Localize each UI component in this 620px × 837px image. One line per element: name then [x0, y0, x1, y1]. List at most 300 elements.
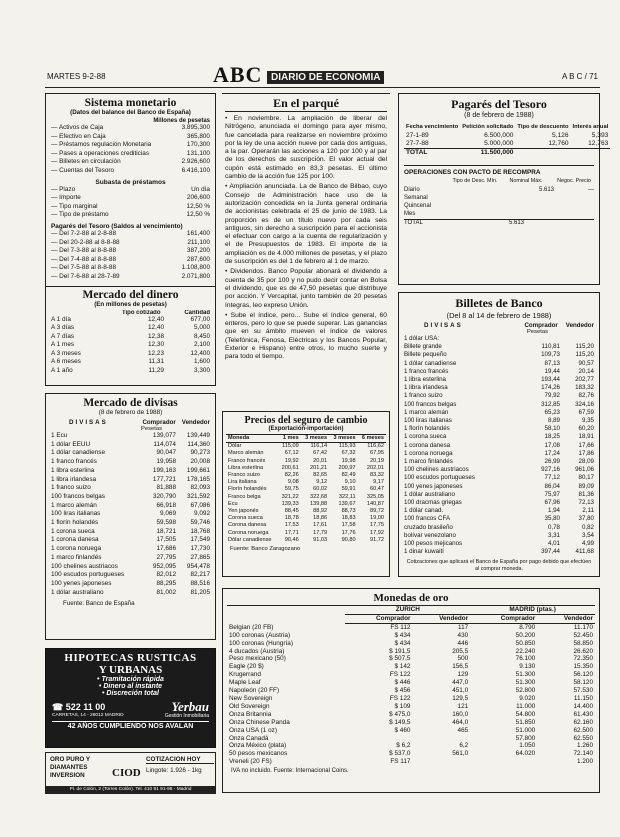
page-header — [45, 64, 600, 88]
billete-row-cell: 100 chelines austriacos — [404, 466, 469, 474]
billete-row-cell: 397,44 — [541, 548, 560, 556]
monedas-cell: 51.850 — [515, 718, 536, 726]
billete-row-cell: Billete pequeño — [404, 351, 447, 359]
seguro-row — [226, 450, 386, 457]
divisa-row-cell: 59,598 — [156, 519, 176, 527]
divisa-row-cell: 1 dólar EEUU — [51, 440, 91, 448]
monedas-cell: 1.200 — [577, 758, 593, 766]
billete-row — [404, 417, 594, 425]
ad-oro-left2: INVERSION — [50, 772, 85, 779]
monedas-cell: $ 475,0 — [389, 710, 411, 718]
monedas-cell: 465 — [457, 726, 469, 734]
divisa-row-cell: 82,012 — [156, 571, 176, 579]
monedas-row — [227, 750, 595, 758]
seguro-cell: 88,92 — [313, 508, 328, 515]
seguro-cell: Corona danesa — [228, 522, 267, 529]
ad-hipotecas-line4: • Dinero al instante — [98, 683, 163, 690]
divisas-source: Fuente: Banco de España — [63, 600, 135, 608]
monedas-row — [227, 719, 595, 727]
monedas-cell: 1.050 — [519, 742, 536, 750]
monedas-cell: FS 122 — [389, 694, 411, 702]
pagare-row — [51, 247, 210, 256]
monedas-row — [227, 703, 595, 711]
divisa-row-cell: 20,008 — [190, 458, 210, 466]
divisa-row-cell: 81,002 — [156, 588, 176, 596]
monedas-cell: 62.550 — [573, 734, 593, 742]
divisa-row-cell: 88,295 — [156, 579, 176, 587]
divisa-row — [51, 441, 210, 450]
divisa-row-cell: 952,095 — [152, 562, 176, 570]
monedas-title: Monedas de oro — [227, 592, 595, 606]
monedas-cell: 1.260 — [577, 742, 593, 750]
header-page: A B C / 71 — [561, 72, 598, 81]
ad-hipotecas-phone: ☎ 522 11 00 — [52, 701, 106, 712]
monedas-cell: 451,0 — [452, 687, 469, 695]
parque-text — [225, 115, 387, 405]
billete-row-cell: 1 corona danesa — [404, 441, 451, 449]
divisa-row-cell: 199,661 — [186, 466, 210, 474]
billetes-col-vendedor: Vendedor — [565, 322, 594, 329]
billete-row-cell: 26,99 — [544, 458, 560, 466]
monedas-zurich: ZURICH — [345, 606, 470, 614]
divisa-row-cell: 66,918 — [156, 501, 176, 509]
divisas-col-comprador: Comprador — [142, 419, 176, 426]
seguro-cell: 20,01 — [313, 457, 328, 464]
monedas-cell: 4 ducados (Austria) — [229, 647, 285, 655]
monedas-cell: 100 coronas (Austria) — [229, 631, 291, 639]
billete-row-cell: 35,80 — [544, 515, 560, 523]
billete-row-cell: 86,04 — [544, 482, 560, 490]
pagare-row — [51, 264, 210, 273]
activo-row-cell: 131,100 — [186, 149, 210, 157]
seguro-cell: 321,22 — [281, 493, 299, 500]
activo-row-cell: — Activos de Caja — [51, 124, 104, 131]
billete-row-cell: 3,54 — [581, 531, 594, 539]
dinero-row-cell: 5,000 — [194, 324, 210, 332]
seguro-header: Moneda — [228, 435, 250, 441]
seguro-cell: 18,83 — [341, 515, 356, 522]
monedas-cell: 11.150 — [573, 694, 593, 702]
parque-paragraph: • Sube el índice, pero... Sube el índice general, 60 enteros, pero lo que se puede superar. Las ganancias que en su ámbito mueven el índice de valores (Telefónica, Fenosa, Eléctricas y los Bancos Popular, Exterior e Hispano) entre otros, lo mucho suerte y para todo el tiempo. — [225, 311, 387, 361]
billete-row — [404, 425, 594, 433]
billete-row-cell: 110,81 — [541, 343, 560, 351]
monedas-cell: 9.130 — [519, 663, 536, 671]
divisa-row-cell: 90,047 — [156, 449, 176, 457]
monedas-cell: Napoleón (20 FF) — [229, 687, 280, 695]
monedas-cell: New Sovereign — [229, 694, 273, 702]
parque-paragraph: • Ampliación anunciada. La de Banco de Bilbao, cuyo Consejo de Administración hace uso de la autorización concedida en la Junta general ordinaria de accionistas celebrada el 25 de junio de 1983. La proporción es de un título nuevo por cada seis antiguos, sin derecho a suscripción para el accionista el efectuar con cargo a la cuenta de regularización y el de Presupuestos de 1983. El importe de la ampliación es de 4.000 millones de pesetas, y el plazo de suscripción es del 1 de febrero al 1 de marzo. — [225, 183, 387, 266]
seguro-cell: 139,88 — [310, 500, 328, 507]
seguro-cell: 139,67 — [338, 500, 356, 507]
dinero-row-cell: A 1 año — [51, 367, 73, 375]
divisa-row-cell: 1 libra esterlina — [51, 466, 95, 474]
monedas-cell: $ 434 — [394, 639, 411, 647]
seguro-cell: 91,72 — [370, 536, 384, 543]
billete-row-cell: 0,78 — [547, 523, 560, 531]
seguro-cell: 115,93 — [338, 443, 356, 450]
dinero-row — [51, 324, 210, 333]
divisa-row — [51, 589, 210, 598]
monedas-cell: 26.620 — [573, 647, 593, 655]
dinero-subtitle: (En millones de pesetas) — [94, 300, 167, 308]
billete-row-cell: 75,97 — [544, 490, 560, 498]
monedas-cell: Onza Chinese Panda — [229, 718, 290, 726]
pagare-row-cell: 387,200 — [186, 247, 210, 255]
seguro-cell: 67,42 — [313, 450, 328, 457]
tesoro-op-col3: Negoc. Precio — [557, 177, 591, 184]
monedas-cell: Eagle (20 $) — [229, 663, 264, 671]
billetes-box — [398, 292, 600, 577]
tesoro-header: Tipo de descuento — [517, 124, 569, 130]
tesoro-op-row-cell: — — [588, 186, 594, 193]
monedas-cell: FS 117 — [390, 758, 411, 766]
seguro-box — [222, 411, 390, 577]
divisa-row-cell: 1 Ecu — [51, 432, 68, 439]
activo-row — [51, 141, 210, 150]
tesoro-op-col2: Nominal Máx. — [509, 177, 543, 184]
billete-row — [404, 483, 594, 491]
seguro-cell: Ecu — [228, 500, 238, 507]
billete-row-cell: 67,59 — [578, 408, 594, 416]
seguro-cell: 322,68 — [310, 493, 328, 500]
subasta-row-cell: — Tipo de préstamo — [51, 211, 109, 219]
dinero-row-cell: 12,30 — [148, 341, 164, 349]
divisa-row-cell: 320,790 — [152, 492, 176, 500]
billete-row-cell: 60,20 — [578, 425, 594, 433]
seguro-row — [226, 522, 386, 529]
seguro-cell: Franco francés — [228, 457, 266, 464]
billete-row-cell: 1 corona noruega — [404, 449, 453, 457]
billete-row — [404, 474, 594, 482]
monedas-cell: 51.300 — [515, 671, 536, 679]
billete-row-cell: 1 dólar canad. — [404, 507, 444, 515]
monedas-cell: Vreneli (20 FS) — [229, 758, 272, 766]
divisa-row-cell: 1 libra irlandesa — [51, 475, 97, 483]
tesoro-op-row-cell: Semanal — [404, 194, 428, 201]
billete-row-cell: 202,77 — [575, 376, 594, 384]
monedas-cell: $ 446 — [394, 679, 411, 687]
tesoro-cell: 12,760 — [548, 139, 569, 147]
monedas-cell: FS 112 — [390, 623, 411, 631]
tesoro-title: Pagarés del Tesoro — [451, 97, 547, 111]
seguro-row — [226, 494, 386, 501]
pagare-row-cell: 287,600 — [186, 255, 210, 263]
divisa-row-cell: 177,721 — [152, 475, 176, 483]
monedas-cell: 50.200 — [515, 631, 536, 639]
tesoro-op-title: OPERACIONES CON PACTO DE RECOMPRA — [404, 165, 594, 176]
billete-row-cell: 1 florín holandés — [404, 425, 450, 433]
sistema-monetario-box — [45, 93, 216, 386]
tesoro-op-row-cell — [474, 202, 514, 210]
activo-row-cell: 170,300 — [186, 141, 210, 149]
seguro-cell: 17,92 — [370, 529, 384, 536]
monedas-cell — [470, 758, 537, 766]
monedas-cell: 430 — [457, 631, 469, 639]
tesoro-row — [404, 140, 610, 149]
divisa-row-cell: 1 dólar australiano — [51, 588, 104, 596]
divisa-row-cell: 100 escudos portugueses — [51, 571, 125, 579]
billete-row-cell: 174,26 — [541, 384, 560, 392]
seguro-cell: 9,10 — [344, 479, 356, 486]
monedas-cell: 51.000 — [515, 726, 536, 734]
seguro-cell: 18,78 — [284, 515, 299, 522]
monedas-cell: $ 537,0 — [389, 750, 411, 758]
seguro-subtitle: (Exportación-importación) — [268, 426, 344, 432]
tesoro-op-row — [404, 194, 594, 202]
dinero-row-cell: A 1 mes — [51, 341, 75, 349]
billete-row-cell: 1 dólar USA: — [404, 335, 440, 342]
activo-row-cell: 2.926,600 — [181, 158, 210, 166]
ad-oro — [45, 752, 216, 794]
divisa-row — [51, 510, 210, 519]
monedas-cell: 129,5 — [452, 694, 469, 702]
monedas-cell: 62.160 — [573, 718, 593, 726]
seguro-cell: 88,73 — [341, 508, 356, 515]
activo-row-cell: 3.895,300 — [181, 124, 210, 131]
monedas-cell: 22.240 — [515, 647, 536, 655]
divisa-row-cell: 1 marco finlandés — [51, 553, 102, 561]
seguro-cell: 116,14 — [310, 443, 328, 450]
tesoro-op-row — [404, 202, 594, 210]
divisa-row-cell: 82,093 — [190, 484, 210, 492]
dinero-row-cell: 8,450 — [194, 332, 210, 340]
billete-row-cell: 115,20 — [575, 343, 594, 351]
subasta-row — [51, 211, 210, 220]
tesoro-op-row-cell — [514, 210, 554, 218]
pagare-row-cell: 211,100 — [187, 238, 210, 246]
tesoro-cell: 6.500,000 — [484, 131, 514, 139]
divisa-row-cell: 100 chelines austriacos — [51, 562, 118, 570]
subasta-row — [51, 194, 210, 203]
divisas-col-vendedor: Vendedor — [181, 419, 210, 426]
billete-row-cell: 18,25 — [544, 433, 560, 441]
divisa-row-cell: 1 franco francés — [51, 458, 97, 466]
monedas-cell: $ 456 — [394, 687, 411, 695]
monedas-row — [227, 695, 595, 703]
activo-row-cell: — Cuentas del Tesoro — [51, 166, 115, 174]
monedas-cell: $ 149,5 — [389, 718, 411, 726]
billete-row-cell: 17,08 — [544, 441, 560, 449]
billete-row-cell: 193,44 — [541, 376, 560, 384]
monedas-cell: 58.850 — [573, 639, 593, 647]
dinero-row-cell: 2,100 — [194, 341, 210, 349]
billetes-subtitle: (Del 8 al 14 de febrero de 1988) — [446, 311, 552, 320]
activo-row-cell: 365,800 — [186, 132, 210, 140]
monedas-header: Comprador — [470, 614, 537, 623]
dinero-row-cell: 677,00 — [190, 315, 210, 323]
seguro-cell: 202,01 — [366, 464, 384, 471]
pagare-row-cell: 161,400 — [186, 229, 210, 237]
billete-row-cell: bolívar venezolano — [404, 531, 456, 539]
pagare-row-cell: 1.108,800 — [181, 264, 210, 272]
header-section: DIARIO DE ECONOMIA — [267, 71, 384, 84]
dinero-row — [51, 350, 210, 359]
divisa-row — [51, 484, 210, 493]
seguro-cell: 325,05 — [366, 493, 384, 500]
divisa-row-cell: 100 liras italianas — [51, 510, 101, 518]
divisa-row-cell: 114,360 — [187, 440, 210, 448]
sistema-unit: Millones de pesetas — [153, 118, 210, 124]
divisa-row-cell: 139,449 — [186, 432, 210, 439]
tesoro-box — [398, 93, 609, 285]
seguro-header: 3 meses — [333, 435, 356, 441]
parque-title: En el parqué — [225, 96, 387, 112]
divisa-row-cell: 59,746 — [190, 519, 210, 527]
billete-row-cell: 1 franco suizo — [404, 392, 443, 400]
seguro-source: Fuente: Banco Zaragozano — [230, 546, 301, 553]
dinero-row-cell: 12,23 — [148, 349, 164, 357]
billete-row-cell: 1 dólar canadiense — [404, 359, 457, 367]
pagare-row-cell: 2.071,800 — [181, 272, 210, 280]
divisa-row-cell: 1 corona sueca — [51, 527, 95, 535]
seguro-row — [226, 458, 386, 465]
billete-row-cell: 100 escudos portugueses — [404, 474, 475, 482]
billete-row-cell: 28,09 — [578, 458, 594, 466]
subasta-list — [51, 186, 210, 220]
pagare-row-cell: — Del 7-6-88 al 28-7-89 — [51, 272, 120, 280]
billete-row — [404, 491, 594, 499]
divisa-row-cell: 100 yenes japoneses — [51, 579, 112, 587]
tesoro-op-row-cell — [554, 194, 594, 202]
divisa-row-cell: 139,077 — [152, 432, 176, 439]
billete-row-cell: 65,23 — [544, 408, 560, 416]
tesoro-op-col1: Tipo de Desc. Mín. — [452, 177, 498, 184]
seguro-cell: 18,86 — [313, 515, 328, 522]
monedas-cell — [345, 735, 412, 743]
divisa-row-cell: 321,592 — [186, 492, 210, 500]
seguro-cell: Dólar — [228, 443, 242, 450]
subasta-title: Subasta de préstamos — [95, 178, 166, 186]
tesoro-op-row-cell: Diario — [404, 186, 420, 193]
billete-row-cell: 20,14 — [578, 367, 594, 375]
billete-row — [404, 376, 594, 384]
seguro-cell: 17,71 — [284, 529, 299, 536]
billete-row — [404, 368, 594, 376]
monedas-box — [222, 588, 600, 793]
seguro-cell: Franco suizo — [228, 472, 261, 479]
monedas-cell: 117 — [458, 623, 469, 631]
tesoro-op-rows — [404, 186, 594, 218]
subasta-row — [51, 186, 210, 195]
seguro-cell: 60,02 — [313, 486, 328, 493]
divisa-row-cell: 27,795 — [156, 553, 176, 561]
divisa-row — [51, 580, 210, 589]
pagare-row-cell: — Del 7-4-88 al 8-8-88 — [51, 255, 117, 263]
divisa-row-cell: 81,888 — [156, 484, 176, 492]
billete-row-cell: 411,68 — [575, 548, 594, 556]
seguro-title: Precios del seguro de cambio — [244, 415, 368, 426]
tesoro-op-row-cell: Mes — [404, 210, 416, 217]
billete-row-cell: 72,13 — [578, 499, 594, 507]
seguro-cell: 91,03 — [313, 536, 328, 543]
monedas-cell: 72.350 — [573, 655, 593, 663]
divisa-row — [51, 467, 210, 476]
subasta-row-cell: — Importe — [51, 194, 81, 202]
subasta-row-cell: 12,50 % — [186, 211, 210, 219]
divisa-row — [51, 458, 210, 467]
monedas-cell: 72.140 — [573, 750, 593, 758]
seguro-cell: 19,98 — [341, 457, 356, 464]
dinero-row-cell: A 7 días — [51, 332, 75, 340]
header-date: MARTES 9-2-88 — [47, 72, 106, 81]
divisa-row-cell: 199,163 — [152, 466, 176, 474]
seguro-cell: 9,12 — [316, 479, 328, 486]
billete-row-cell: 81,36 — [578, 490, 594, 498]
tesoro-op-row-cell — [554, 202, 594, 210]
tesoro-op-row — [404, 186, 594, 194]
seguro-header: 6 meses — [361, 435, 384, 441]
billete-row-cell: 0,82 — [581, 523, 594, 531]
divisas-col-divisas: DIVISAS — [69, 419, 108, 426]
monedas-cell: 54.800 — [515, 710, 536, 718]
billete-row-cell: 80,17 — [578, 474, 594, 482]
divisa-row-cell: 18,721 — [156, 527, 176, 535]
tesoro-cell: 5,126 — [552, 131, 569, 139]
ad-oro-right-title: COTIZACION HOY — [146, 756, 214, 764]
seguro-row — [226, 472, 386, 479]
sistema-subtitle: (Datos del balance del Banco de España) — [70, 109, 191, 116]
billete-row-cell: 17,66 — [578, 441, 594, 449]
monedas-cell: 446 — [457, 639, 469, 647]
monedas-cell: 500 — [457, 655, 469, 663]
dinero-row-cell: 11,31 — [148, 358, 164, 366]
billete-row-cell: 87,13 — [544, 359, 560, 367]
divisa-row — [51, 528, 210, 537]
billete-row-cell: 115,20 — [575, 351, 594, 359]
seguro-cell: 67,32 — [341, 450, 356, 457]
pagare-row — [51, 230, 210, 239]
seguro-header: 1 mes — [282, 435, 299, 441]
ad-hipotecas-line5: • Discreción total — [102, 690, 159, 697]
tesoro-cell: 12,763 — [588, 139, 609, 147]
divisa-row-cell: 67,086 — [190, 501, 210, 509]
monedas-cell — [412, 735, 470, 743]
monedas-table — [227, 606, 595, 766]
seguro-row — [226, 465, 386, 472]
billete-row — [404, 515, 594, 523]
dinero-row — [51, 367, 210, 376]
seguro-row — [226, 508, 386, 515]
billete-row — [404, 450, 594, 458]
monedas-cell: 61.430 — [573, 710, 593, 718]
header-logo: ABC — [213, 62, 263, 87]
seguro-cell: 67,12 — [284, 450, 299, 457]
billete-row — [404, 384, 594, 392]
divisas-units: Pesetas — [141, 426, 162, 432]
ad-hipotecas-line1: HIPOTECAS RUSTICAS — [64, 652, 197, 664]
divisa-row-cell: 1 corona danesa — [51, 536, 99, 544]
divisa-row — [51, 449, 210, 458]
tesoro-table — [404, 124, 610, 157]
billete-row-cell: 17,24 — [544, 449, 560, 457]
billete-row — [404, 351, 594, 359]
sistema-title: Sistema monetario — [84, 97, 177, 109]
ad-hipotecas-line3: • Tramitación rápida — [97, 676, 164, 683]
monedas-cell: Onza Canadá — [229, 734, 269, 742]
tesoro-row — [404, 132, 610, 140]
divisa-row-cell: 90,273 — [190, 449, 210, 457]
subasta-row — [51, 203, 210, 212]
billete-row — [404, 524, 594, 532]
billete-row — [404, 548, 594, 556]
billetes-col-divisas: DIVISAS — [424, 322, 463, 329]
subasta-row-cell: Un día — [191, 185, 210, 193]
divisa-row-cell: 17,549 — [190, 536, 210, 544]
monedas-cell: Belgian (20 FB) — [229, 623, 274, 631]
pagare-row — [51, 273, 210, 282]
seguro-cell: 322,11 — [338, 493, 356, 500]
billetes-col-comprador: Comprador — [524, 322, 558, 329]
